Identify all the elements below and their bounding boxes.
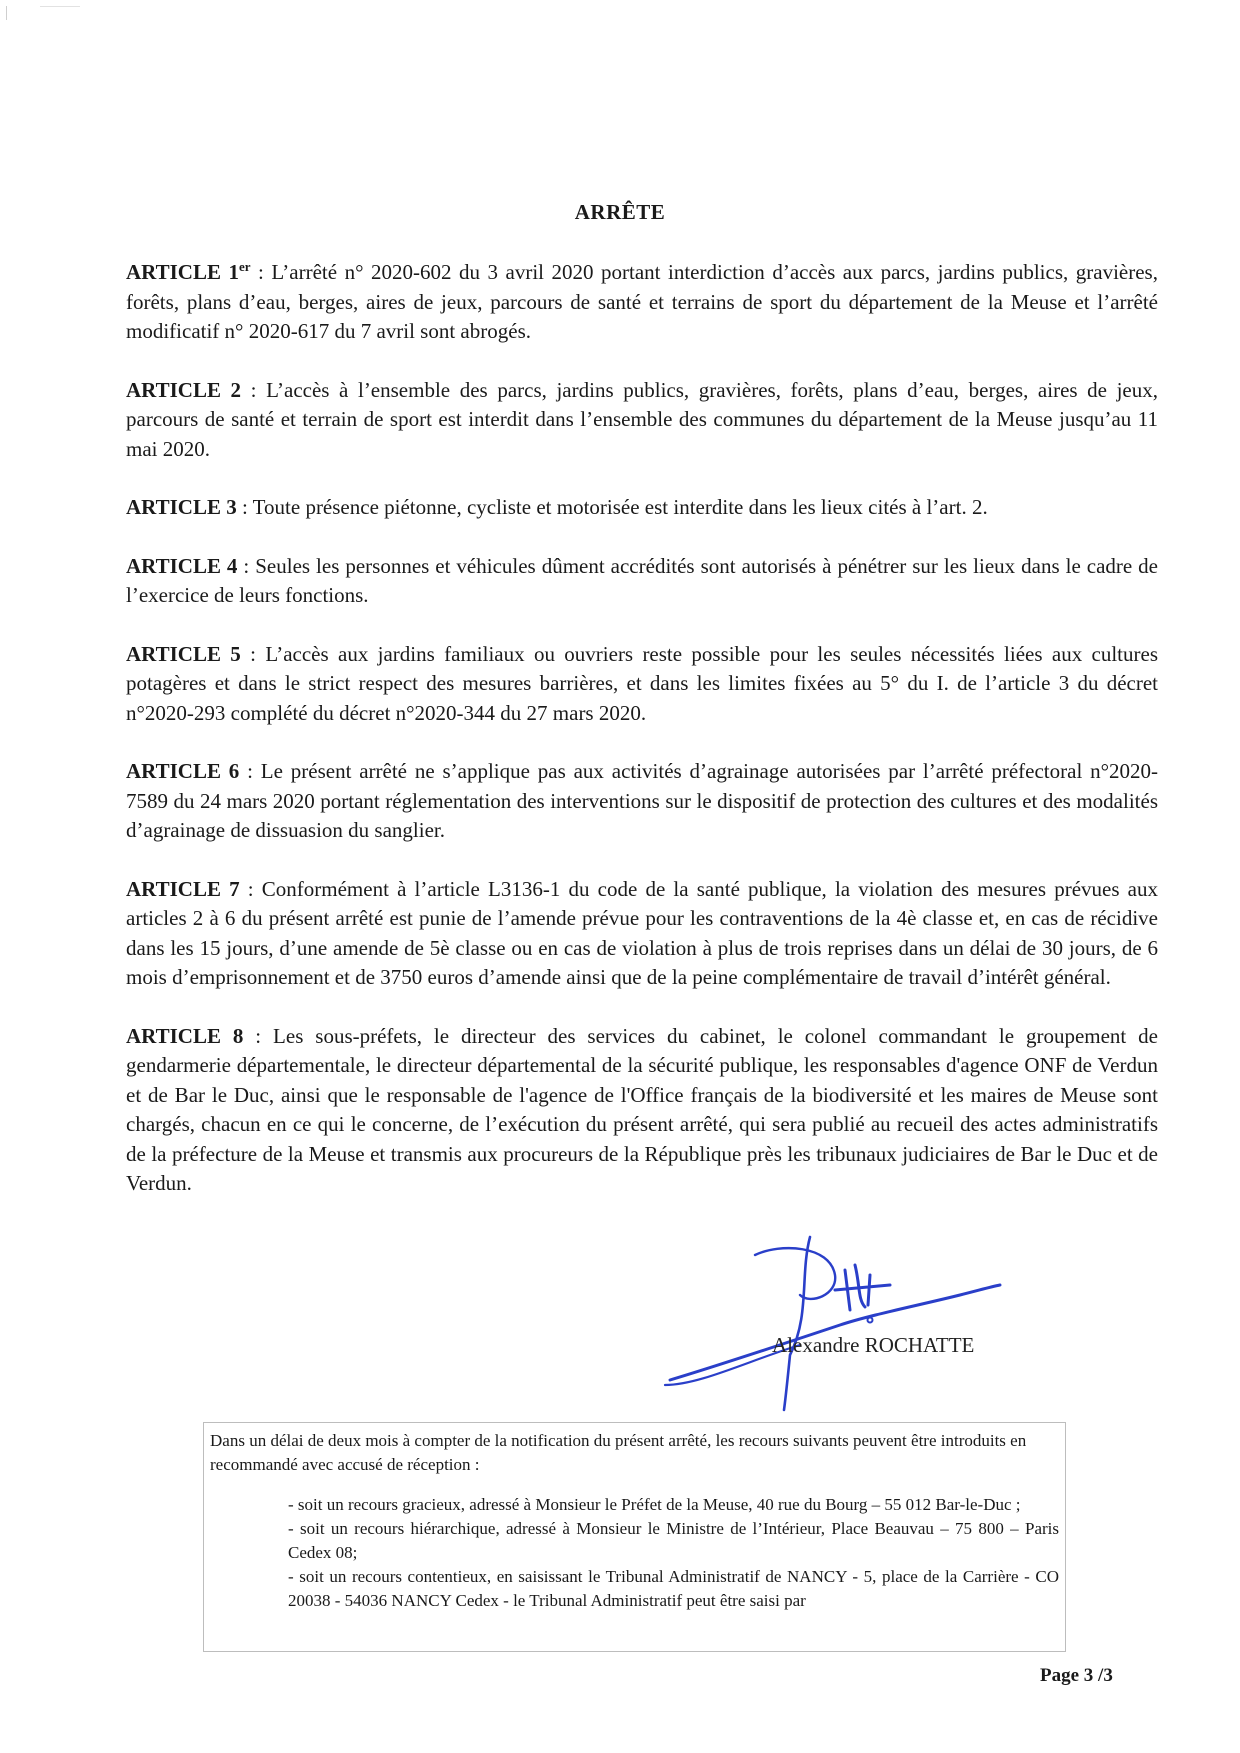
notice-intro: Dans un délai de deux mois à compter de la notification du présent arrêté, les recours suivants peuvent être introduits en recommandé avec accusé de réception :	[210, 1431, 1027, 1474]
article-2: ARTICLE 2 : L’accès à l’ensemble des parcs, jardins publics, gravières, forêts, plans d’eau, berges, aires de jeux, parcours de santé et terrain de sport est interdit dans l’ensemble des communes du département de la Meuse jusqu’au 11 mai 2020.	[126, 377, 1158, 461]
article-label: ARTICLE 2	[126, 377, 242, 402]
article-label: ARTICLE 8	[126, 1023, 244, 1048]
article-label: ARTICLE 1er	[126, 259, 251, 284]
document-heading: ARRÊTE	[574, 200, 666, 224]
article-3: ARTICLE 3 : Toute présence piétonne, cycliste et motorisée est interdite dans les lieux cités à l’art. 2.	[126, 495, 988, 519]
notice-item: - soit un recours contentieux, en saisissant le Tribunal Administratif de NANCY - 5, place de la Carrière - CO 20038 - 54036 NANCY Cedex - le Tribunal Administratif peut être saisi par	[288, 1567, 1059, 1610]
article-label: ARTICLE 7	[126, 876, 240, 901]
article-7: ARTICLE 7 : Conformément à l’article L3136-1 du code de la santé publique, la violation des mesures prévues aux articles 2 à 6 du présent arrêté est punie de l’amende prévue pour les contraventions de la 4è classe et, en cas de récidive dans les 15 jours, d’une amende de 5è classe ou en cas de violation à plus de trois reprises dans un délai de 30 jours, de 6 mois d’emprisonnement et de 3750 euros d’amende ainsi que de la peine complémentaire de travail d’intérêt général.	[126, 876, 1158, 989]
signatory-name: Alexandre ROCHATTE	[772, 1333, 975, 1357]
article-text: L’accès aux jardins familiaux ou ouvriers reste possible pour les seules nécessités liées aux cultures potagères et dans le strict respect des mesures barrières, et dans les limites fixées au 5° du I. de l’article 3 du décret n°2020-293 complété du décret n°2020-344 du 27 mars 2020.	[126, 641, 1159, 725]
article-label: ARTICLE 3	[126, 495, 237, 519]
notice-item: - soit un recours hiérarchique, adressé à Monsieur le Ministre de l’Intérieur, Place Beauvau – 75 800 – Paris Cedex 08;	[288, 1519, 1059, 1562]
article-text: Seules les personnes et véhicules dûment accrédités sont autorisés à pénétrer sur les lieux dans le cadre de l’exercice de leurs fonctions.	[126, 553, 1158, 607]
article-label: ARTICLE 4	[126, 553, 238, 578]
notice-item: - soit un recours gracieux, adressé à Monsieur le Préfet de la Meuse, 40 rue du Bourg – 55 012 Bar-le-Duc ;	[288, 1495, 1021, 1514]
article-text: Toute présence piétonne, cycliste et motorisée est interdite dans les lieux cités à l’art. 2.	[252, 495, 988, 519]
article-text: Les sous-préfets, le directeur des services du cabinet, le colonel commandant le groupement de gendarmerie départementale, le directeur départemental de la sécurité publique, les responsables d'agence ONF de Verdun et de Bar le Duc, ainsi que le responsable de l'agence de l'Office français de la biodiversité et les maires de Meuse sont chargés, chacun en ce qui le concerne, de l’exécution du présent arrêté, qui sera publié au recueil des actes administratifs de la préfecture de la Meuse et transmis aux procureurs de la République près les tribunaux judiciaires de Bar le Duc et de Verdun.	[126, 1023, 1158, 1195]
appeal-notice-box	[203, 1422, 1066, 1652]
signature-block	[660, 1235, 1080, 1415]
article-text: L’arrêté n° 2020-602 du 3 avril 2020 portant interdiction d’accès aux parcs, jardins publics, gravières, forêts, plans d’eau, berges, aires de jeux, parcours de santé et terrains de sport du département de la Meuse et l’arrêté modificatif n° 2020-617 du 7 avril sont abrogés.	[126, 260, 1158, 343]
article-1: ARTICLE 1er : L’arrêté n° 2020-602 du 3 avril 2020 portant interdiction d’accès aux parcs, jardins publics, gravières, forêts, plans d’eau, berges, aires de jeux, parcours de santé et terrains de sport du département de la Meuse et l’arrêté modificatif n° 2020-617 du 7 avril sont abrogés.	[126, 259, 1158, 343]
article-4: ARTICLE 4 : Seules les personnes et véhicules dûment accrédités sont autorisés à pénétrer sur les lieux dans le cadre de l’exercice de leurs fonctions.	[126, 553, 1158, 607]
article-8: ARTICLE 8 : Les sous-préfets, le directeur des services du cabinet, le colonel commandant le groupement de gendarmerie départementale, le directeur départemental de la sécurité publique, les responsables d'agence ONF de Verdun et de Bar le Duc, ainsi que le responsable de l'agence de l'Office français de la biodiversité et les maires de Meuse sont chargés, chacun en ce qui le concerne, de l’exécution du présent arrêté, qui sera publié au recueil des actes administratifs de la préfecture de la Meuse et transmis aux procureurs de la République près les tribunaux judiciaires de Bar le Duc et de Verdun.	[126, 1023, 1158, 1195]
article-text: Le présent arrêté ne s’applique pas aux activités d’agrainage autorisées par l’arrêté préfectoral n°2020-7589 du 24 mars 2020 portant réglementation des interventions sur le dispositif de protection des cultures et des modalités d’agrainage de dissuasion du sanglier.	[126, 759, 1158, 842]
handwritten-signature	[660, 1235, 1080, 1415]
article-5: ARTICLE 5 : L’accès aux jardins familiaux ou ouvriers reste possible pour les seules nécessités liées aux cultures potagères et dans le strict respect des mesures barrières, et dans les limites fixées au 5° du I. de l’article 3 du décret n°2020-293 complété du décret n°2020-344 du 27 mars 2020.	[126, 641, 1159, 725]
articles-body	[126, 252, 1158, 1228]
page-number: Page 3 /3	[1040, 1665, 1113, 1686]
article-text: Conformément à l’article L3136-1 du code de la santé publique, la violation des mesures prévues aux articles 2 à 6 du présent arrêté est punie de l’amende prévue pour les contraventions de la 4è classe et, en cas de récidive dans les 15 jours, d’une amende de 5è classe ou en cas de violation à plus de trois reprises dans un délai de 30 jours, de 6 mois d’emprisonnement et de 3750 euros d’amende ainsi que de la peine complémentaire de travail d’intérêt général.	[126, 876, 1158, 989]
article-text: L’accès à l’ensemble des parcs, jardins publics, gravières, forêts, plans d’eau, berges, aires de jeux, parcours de santé et terrain de sport est interdit dans l’ensemble des communes du département de la Meuse jusqu’au 11 mai 2020.	[126, 377, 1158, 461]
article-6: ARTICLE 6 : Le présent arrêté ne s’applique pas aux activités d’agrainage autorisées par l’arrêté préfectoral n°2020-7589 du 24 mars 2020 portant réglementation des interventions sur le dispositif de protection des cultures et des modalités d’agrainage de dissuasion du sanglier.	[126, 759, 1158, 842]
scan-artifact	[40, 6, 80, 7]
scan-artifact	[6, 6, 7, 20]
article-label: ARTICLE 5	[126, 641, 241, 666]
article-label: ARTICLE 6	[126, 759, 240, 783]
